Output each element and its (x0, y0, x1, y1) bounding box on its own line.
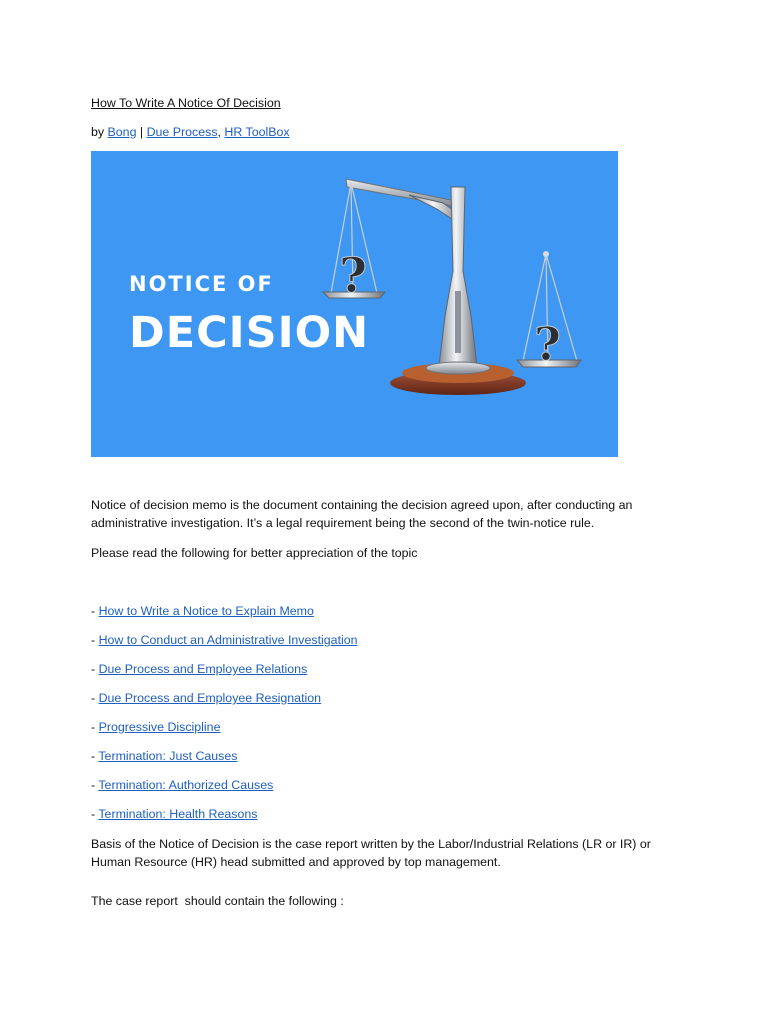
list-bullet: - (91, 778, 99, 792)
list-item (91, 776, 358, 805)
list-item (91, 805, 358, 834)
link-notice-to-explain[interactable]: How to Write a Notice to Explain Memo (98, 604, 314, 618)
list-item (91, 602, 358, 631)
list-bullet: - (91, 691, 99, 705)
link-due-process-employee-relations[interactable]: Due Process and Employee Relations (98, 662, 308, 676)
hero-line-1: NOTICE OF (129, 272, 274, 296)
list-item (91, 747, 358, 776)
basis-paragraph: Basis of the Notice of Decision is the case report written by the Labor/Industrial Relations (LR or IR) or Human Resource (HR) head submitted and approved by top management. (91, 837, 651, 869)
left-question-mark: ? (339, 248, 368, 304)
byline-prefix: by (91, 125, 108, 139)
right-question-mark: ? (534, 317, 561, 371)
hero-image (91, 151, 618, 457)
reading-prompt: Please read the following for better appreciation of the topic (91, 546, 418, 560)
link-administrative-investigation[interactable]: How to Conduct an Administrative Investigation (98, 633, 358, 647)
list-bullet: - (91, 749, 99, 763)
byline-comma: , (217, 125, 225, 139)
hero-line-2: DECISION (129, 308, 370, 358)
intro-paragraph: Notice of decision memo is the document containing the decision agreed upon, after conducting an administrative investigation. It’s a legal requirement being the second of the twin-notice rule. (91, 498, 633, 530)
byline-separator: | (136, 125, 147, 139)
category-link-hr-toolbox[interactable]: HR ToolBox (224, 125, 290, 139)
list-bullet: - (91, 807, 99, 821)
list-item (91, 718, 358, 747)
byline (91, 123, 290, 141)
category-link-due-process[interactable]: Due Process (146, 125, 218, 139)
case-report-paragraph: The case report should contain the following : (91, 894, 344, 908)
scale-of-justice-illustration (91, 151, 618, 457)
list-bullet: - (91, 720, 99, 734)
list-item (91, 631, 358, 660)
link-termination-just-causes[interactable]: Termination: Just Causes (98, 749, 238, 763)
list-bullet: - (91, 604, 99, 618)
link-progressive-discipline[interactable]: Progressive Discipline (98, 720, 221, 734)
list-bullet: - (91, 633, 99, 647)
list-item (91, 689, 358, 718)
link-termination-health-reasons[interactable]: Termination: Health Reasons (98, 807, 258, 821)
link-termination-authorized-causes[interactable]: Termination: Authorized Causes (98, 778, 274, 792)
related-links-list (91, 602, 358, 834)
link-due-process-employee-resignation[interactable]: Due Process and Employee Resignation (98, 691, 322, 705)
page-title: How To Write A Notice Of Decision (91, 96, 281, 110)
list-item (91, 660, 358, 689)
author-link[interactable]: Bong (107, 125, 137, 139)
list-bullet: - (91, 662, 99, 676)
